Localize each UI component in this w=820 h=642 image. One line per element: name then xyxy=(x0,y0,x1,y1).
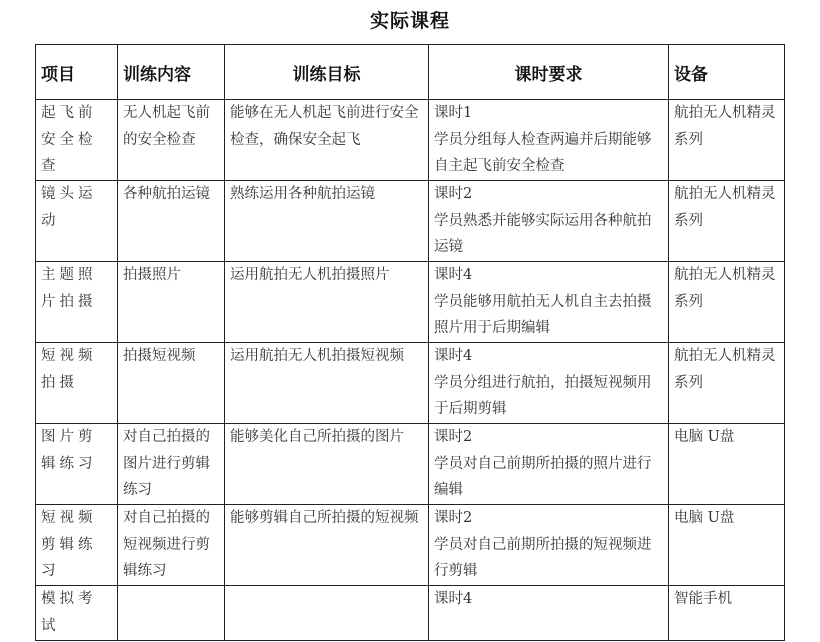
header-equipment: 设备 xyxy=(669,45,785,100)
cell-content xyxy=(118,181,225,262)
cell-item-text: 起飞前安全检查 xyxy=(41,105,97,174)
cell-content-text: 拍摄照片 xyxy=(123,267,181,283)
cell-content xyxy=(118,505,225,586)
cell-hours-text: 课时4 xyxy=(434,591,473,607)
cell-hours xyxy=(429,181,669,262)
header-item: 项目 xyxy=(36,45,118,100)
table-row xyxy=(36,343,785,424)
cell-hours xyxy=(429,100,669,181)
cell-item-text: 图片剪辑练习 xyxy=(41,429,97,472)
table-row xyxy=(36,181,785,262)
cell-item xyxy=(36,505,118,586)
cell-goal-text: 能够美化自己所拍摄的图片 xyxy=(230,429,404,445)
cell-item-text: 模拟考试 xyxy=(41,591,97,634)
header-goal: 训练目标 xyxy=(225,45,429,100)
cell-item-text: 镜头运动 xyxy=(41,186,97,229)
cell-equipment xyxy=(669,586,785,641)
cell-content-text: 拍摄短视频 xyxy=(123,348,196,364)
cell-equipment xyxy=(669,100,785,181)
cell-item-text: 主题照片拍摄 xyxy=(41,267,97,310)
cell-goal-text: 运用航拍无人机拍摄照片 xyxy=(230,267,390,283)
cell-content-text: 对自己拍摄的图片进行剪辑练习 xyxy=(123,429,210,498)
cell-content xyxy=(118,262,225,343)
cell-content xyxy=(118,343,225,424)
cell-hours xyxy=(429,343,669,424)
cell-hours xyxy=(429,505,669,586)
cell-goal xyxy=(225,343,429,424)
cell-equipment xyxy=(669,424,785,505)
cell-content-text: 对自己拍摄的短视频进行剪辑练习 xyxy=(123,510,210,579)
cell-content-text: 各种航拍运镜 xyxy=(123,186,210,202)
cell-hours-text: 课时1 学员分组每人检查两遍并后期能够自主起飞前安全检查 xyxy=(434,105,652,174)
cell-goal xyxy=(225,100,429,181)
table-header-row xyxy=(36,45,785,100)
cell-goal-text: 能够剪辑自己所拍摄的短视频 xyxy=(230,510,419,526)
cell-content xyxy=(118,100,225,181)
cell-goal xyxy=(225,424,429,505)
table-row xyxy=(36,586,785,641)
cell-equipment-text: 电脑 U盘 xyxy=(674,510,735,526)
cell-equipment xyxy=(669,262,785,343)
cell-equipment xyxy=(669,505,785,586)
table-row xyxy=(36,424,785,505)
cell-hours xyxy=(429,262,669,343)
cell-item xyxy=(36,100,118,181)
table-row xyxy=(36,262,785,343)
cell-content-text: 无人机起飞前的安全检查 xyxy=(123,105,210,148)
cell-content xyxy=(118,424,225,505)
cell-equipment-text: 航拍无人机精灵系列 xyxy=(674,186,776,229)
course-table xyxy=(35,44,785,641)
cell-hours xyxy=(429,424,669,505)
cell-goal xyxy=(225,505,429,586)
cell-goal xyxy=(225,262,429,343)
cell-equipment-text: 电脑 U盘 xyxy=(674,429,735,445)
cell-hours-text: 课时4 学员能够用航拍无人机自主去拍摄照片用于后期编辑 xyxy=(434,267,652,336)
cell-item xyxy=(36,424,118,505)
cell-item-text: 短视频剪辑练习 xyxy=(41,510,97,579)
table-row xyxy=(36,505,785,586)
cell-goal-text: 能够在无人机起飞前进行安全检查，确保安全起飞 xyxy=(230,105,419,148)
cell-equipment-text: 智能手机 xyxy=(674,591,732,607)
cell-hours-text: 课时2 学员对自己前期所拍摄的照片进行编辑 xyxy=(434,429,652,498)
cell-equipment-text: 航拍无人机精灵系列 xyxy=(674,267,776,310)
cell-item xyxy=(36,181,118,262)
cell-hours-text: 课时2 学员对自己前期所拍摄的短视频进行剪辑 xyxy=(434,510,652,579)
cell-content xyxy=(118,586,225,641)
cell-hours xyxy=(429,586,669,641)
cell-goal xyxy=(225,586,429,641)
document-title: 实际课程 xyxy=(369,10,450,32)
header-content: 训练内容 xyxy=(118,45,225,100)
cell-goal xyxy=(225,181,429,262)
cell-goal-text: 熟练运用各种航拍运镜 xyxy=(230,186,375,202)
cell-hours-text: 课时4 学员分组进行航拍，拍摄短视频用于后期剪辑 xyxy=(434,348,652,417)
cell-equipment-text: 航拍无人机精灵系列 xyxy=(674,105,776,148)
cell-hours-text: 课时2 学员熟悉并能够实际运用各种航拍运镜 xyxy=(434,186,652,255)
cell-equipment xyxy=(669,343,785,424)
table-row xyxy=(36,100,785,181)
cell-item xyxy=(36,262,118,343)
cell-item xyxy=(36,586,118,641)
cell-item-text: 短视频拍摄 xyxy=(41,348,97,391)
cell-item xyxy=(36,343,118,424)
cell-equipment xyxy=(669,181,785,262)
cell-goal-text: 运用航拍无人机拍摄短视频 xyxy=(230,348,404,364)
header-hours: 课时要求 xyxy=(429,45,669,100)
cell-equipment-text: 航拍无人机精灵系列 xyxy=(674,348,776,391)
